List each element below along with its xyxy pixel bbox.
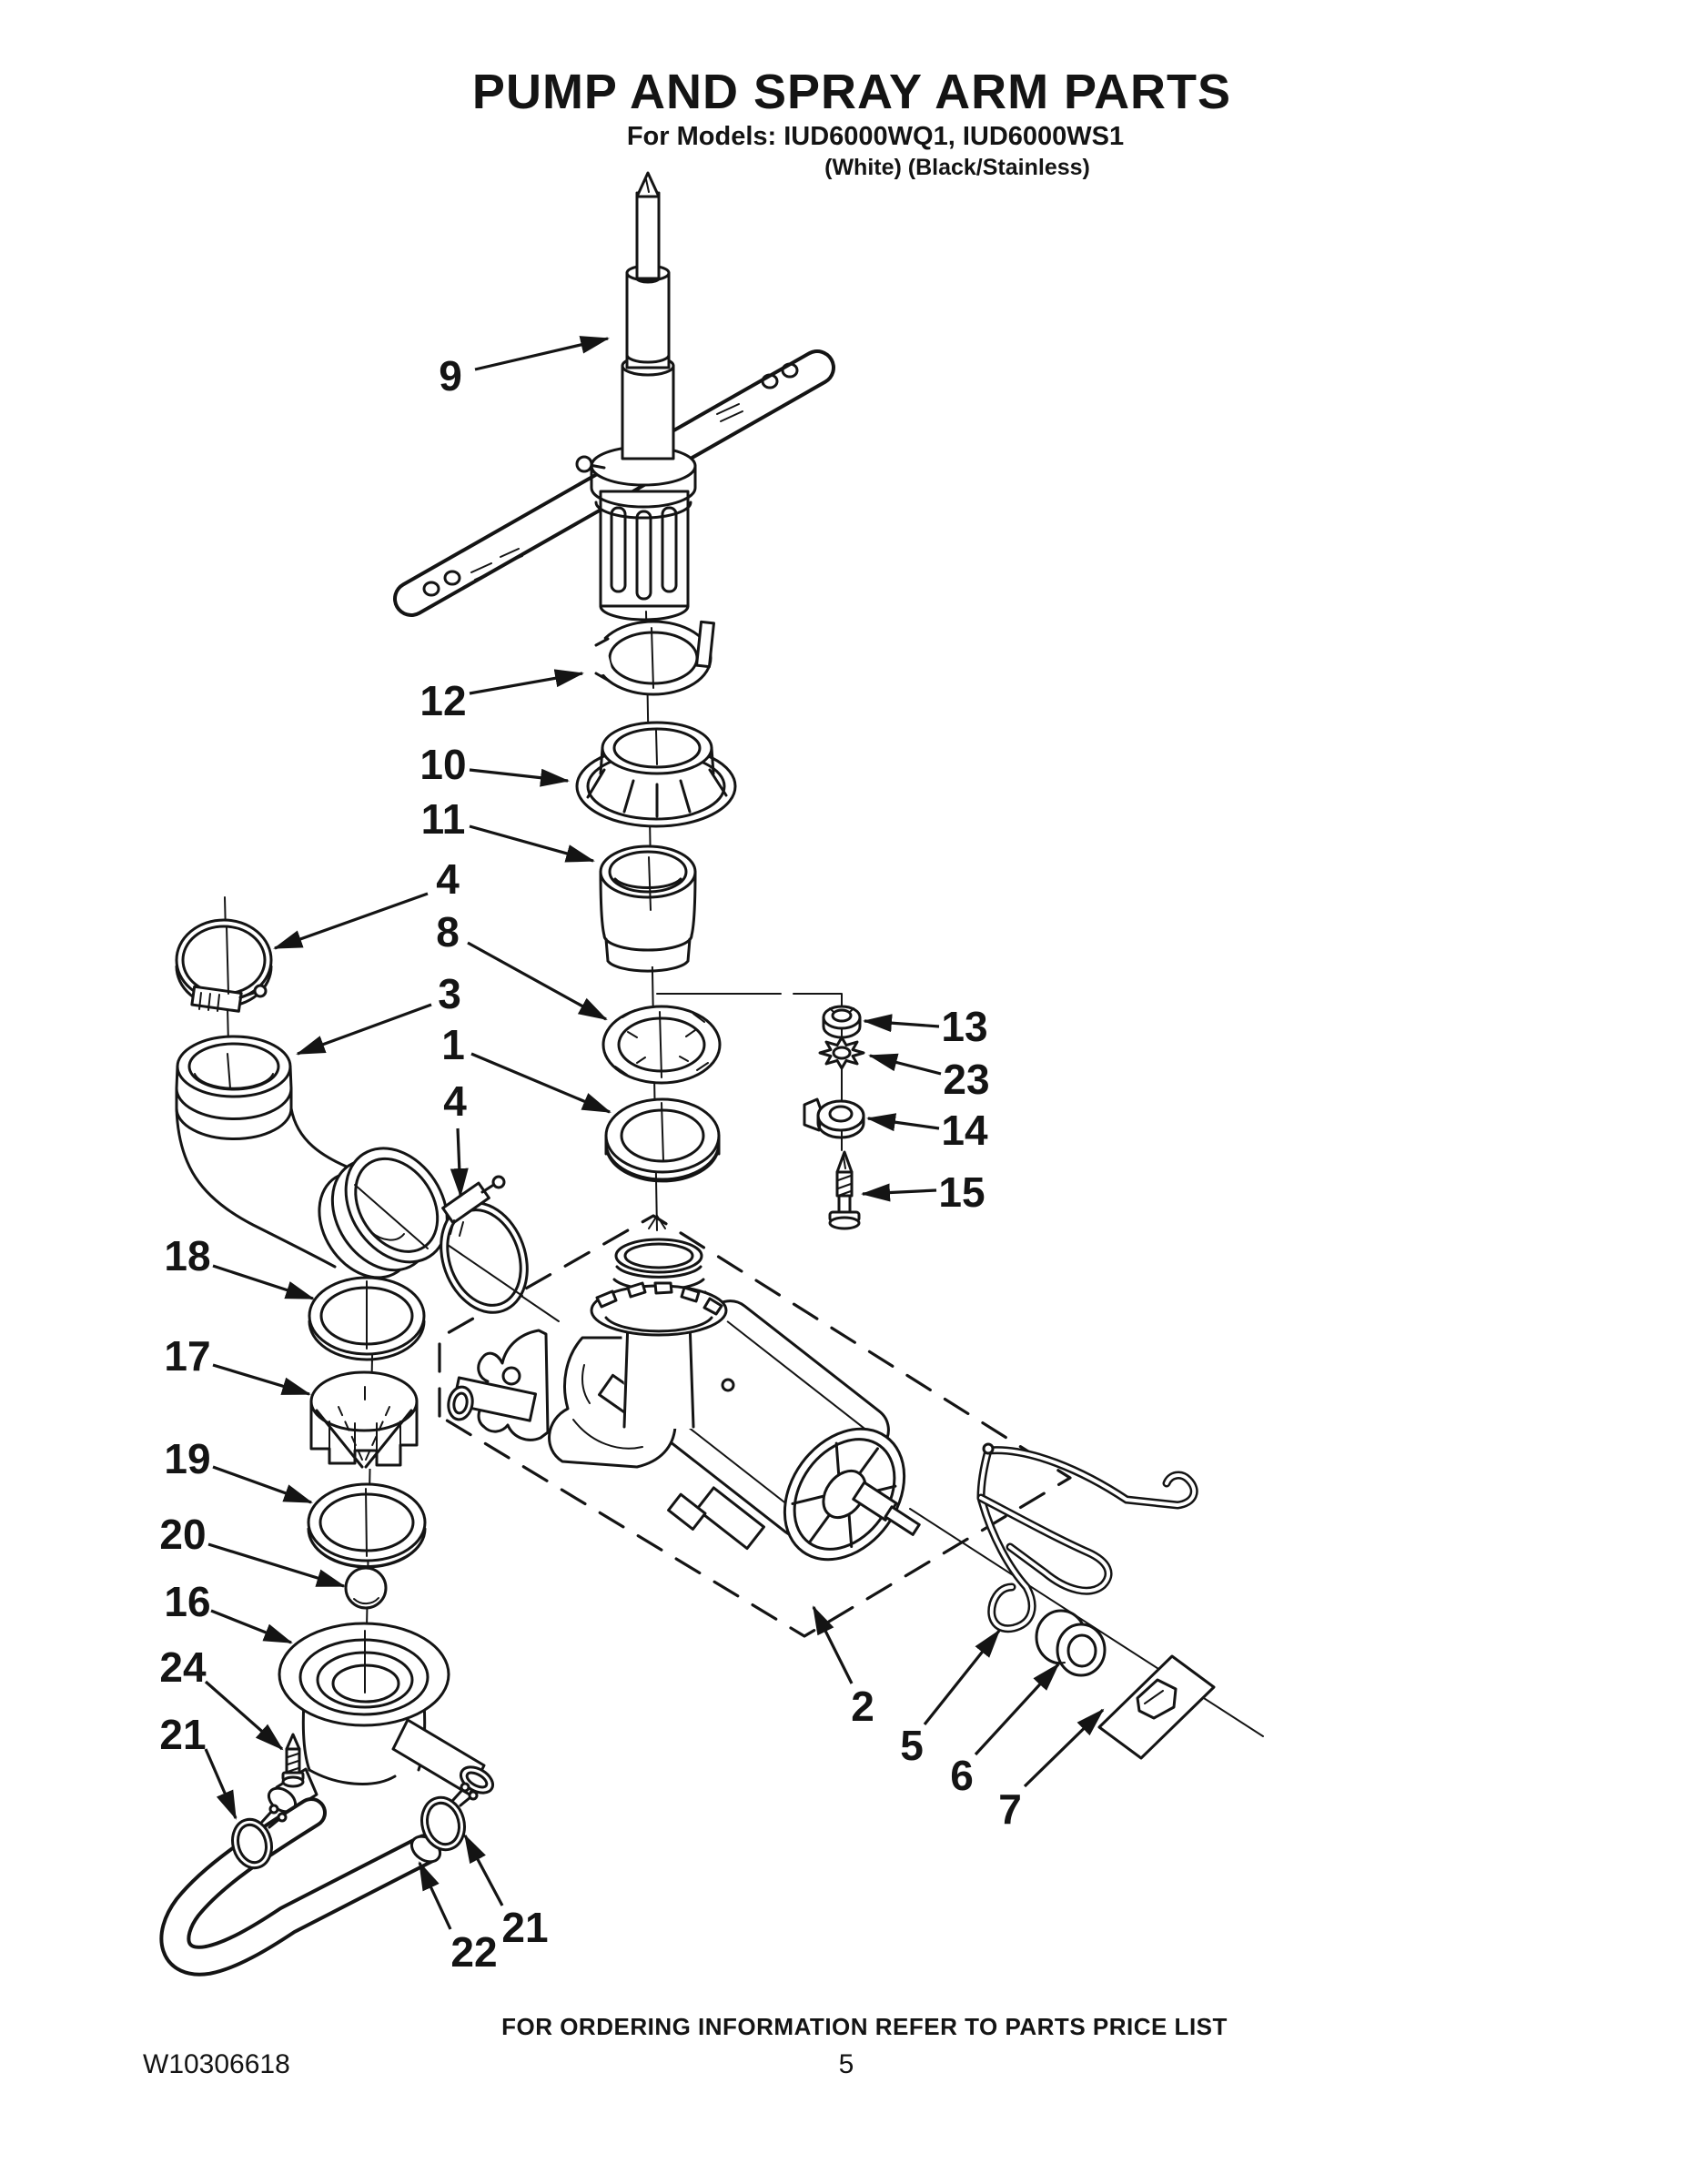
callout-label-4: 4 — [443, 1077, 467, 1125]
doc-number: W10306618 — [143, 2049, 290, 2079]
callout-label-9: 9 — [439, 352, 462, 399]
callout-label-13: 13 — [941, 1003, 988, 1050]
callout-label-12: 12 — [419, 677, 467, 724]
callout-arrow-12 — [470, 673, 582, 693]
callout-arrow-15 — [863, 1190, 936, 1194]
callout-arrow-3 — [298, 1005, 431, 1054]
callout-arrow-17 — [213, 1365, 309, 1394]
callout-label-4: 4 — [436, 855, 460, 903]
spray-tower-tip — [637, 193, 659, 278]
spray-arm-assembly — [411, 173, 817, 620]
callout-arrow-8 — [468, 943, 606, 1019]
callout-arrow-1 — [471, 1054, 610, 1112]
callout-label-11: 11 — [420, 795, 466, 843]
callout-label-23: 23 — [943, 1056, 990, 1103]
callout-arrow-10 — [470, 770, 568, 781]
flanged-grommet — [577, 723, 735, 826]
callout-arrow-18 — [213, 1266, 313, 1299]
check-valve — [311, 1372, 417, 1469]
callout-arrow-7 — [1025, 1710, 1103, 1786]
mount-plate — [1099, 1656, 1214, 1758]
callout-label-21: 21 — [501, 1904, 549, 1951]
callout-arrow-19 — [213, 1467, 311, 1502]
callout-arrow-16 — [211, 1611, 291, 1643]
callout-arrow-9 — [475, 339, 608, 369]
callout-label-5: 5 — [900, 1722, 924, 1769]
finishes-line: (White) (Black/Stainless) — [824, 155, 1090, 180]
pump-screw — [830, 1152, 859, 1228]
callout-arrow-6 — [975, 1664, 1058, 1754]
callout-arrow-13 — [864, 1021, 939, 1026]
callout-arrow-4 — [458, 1128, 460, 1196]
models-line: For Models: IUD6000WQ1, IUD6000WS1 — [626, 122, 1125, 151]
callout-arrow-21 — [206, 1749, 236, 1818]
callout-label-22: 22 — [450, 1928, 498, 1976]
callout-label-8: 8 — [436, 908, 460, 956]
callout-arrow-21 — [465, 1835, 502, 1906]
callout-label-10: 10 — [419, 741, 467, 788]
page-title: PUMP AND SPRAY ARM PARTS — [471, 65, 1232, 119]
retainer-ring — [581, 622, 713, 694]
callout-arrow-22 — [419, 1863, 450, 1929]
callout-arrow-14 — [868, 1118, 939, 1128]
check-ball — [346, 1568, 386, 1608]
callout-arrow-4 — [275, 894, 428, 948]
callout-label-7: 7 — [998, 1785, 1022, 1833]
callout-label-15: 15 — [938, 1168, 986, 1216]
spray-tower-base — [622, 366, 673, 459]
shaft-grommet — [1036, 1611, 1105, 1675]
impeller-keeper — [804, 1099, 864, 1138]
callout-label-20: 20 — [159, 1511, 207, 1558]
callout-arrow-23 — [870, 1056, 941, 1074]
callout-label-1: 1 — [441, 1021, 465, 1068]
inlet-elbow — [177, 1036, 468, 1299]
callout-label-16: 16 — [164, 1578, 211, 1625]
wire-clip — [981, 1444, 1194, 1629]
callout-label-14: 14 — [941, 1107, 988, 1154]
ordering-note: FOR ORDERING INFORMATION REFER TO PARTS PRICE LIST — [501, 2013, 1228, 2040]
callout-label-21: 21 — [159, 1711, 207, 1758]
callout-label-2: 2 — [851, 1683, 874, 1730]
callout-label-17: 17 — [164, 1332, 211, 1380]
callout-label-18: 18 — [164, 1232, 211, 1279]
housing-screw — [283, 1734, 303, 1786]
page-number: 5 — [838, 2049, 854, 2079]
star-washer — [820, 1037, 864, 1068]
spray-tower-mid — [627, 273, 669, 368]
seal-ring — [606, 1099, 719, 1181]
callout-label-6: 6 — [950, 1752, 974, 1799]
gasket-upper — [309, 1278, 424, 1360]
callout-arrow-11 — [470, 826, 593, 861]
callout-label-19: 19 — [164, 1435, 211, 1482]
gasket-lower — [308, 1484, 425, 1567]
feed-tube-cup — [601, 846, 695, 971]
callout-label-24: 24 — [159, 1643, 207, 1691]
callout-arrow-20 — [208, 1544, 344, 1586]
callout-arrow-24 — [206, 1682, 282, 1749]
callout-label-3: 3 — [438, 970, 461, 1017]
drain-hose — [175, 1813, 444, 1961]
spline-seal — [603, 1006, 720, 1083]
hose-clamp-upper — [177, 920, 271, 1011]
callout-arrow-5 — [925, 1631, 999, 1724]
